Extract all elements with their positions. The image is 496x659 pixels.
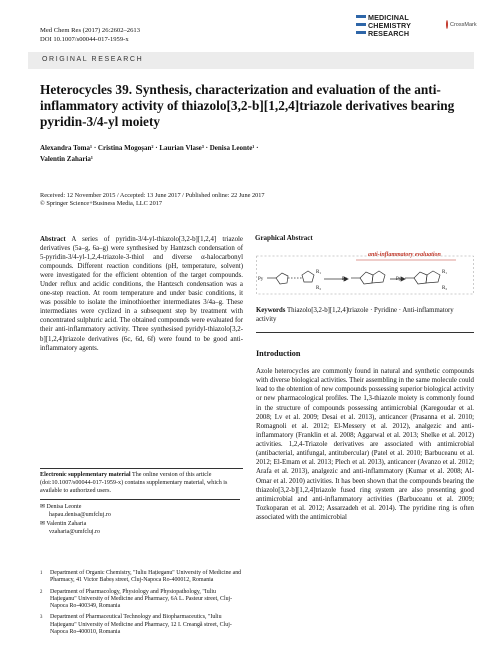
divider <box>256 332 474 333</box>
authors-line-2: Valentin Zaharia¹ <box>40 154 93 163</box>
doi-line[interactable]: DOI 10.1007/s00044-017-1959-x <box>40 35 129 43</box>
r2-label: R₂ <box>316 286 322 291</box>
introduction-heading: Introduction <box>256 349 301 358</box>
esm-text: The online version of this article (doi:10.1007/s00044-017-1959-x) contains supplementary material, which is available to authorized users. <box>40 472 228 494</box>
contact-name: Valentin Zaharia <box>46 521 87 528</box>
r1-label: R₁ <box>442 270 448 275</box>
abstract-text: A series of pyridin-3/4-yl-thiazolo[3,2-b][1,2,4] triazole derivatives (5a–g, 6a–g) were synthesised by Hantzsch condensation of 5-pyridin-3/4-yl-1,2,4-triazole-3-thiol and diverse α-halocarbonyl compounds. Different reaction conditions (pH, temperature, solvent) were investigated for the efficient obtention of the target compounds. Under reflux and acidic conditions, the Hantzsch condensation was a one-step reaction. At room temperature and under basic conditions, it was possible to isolate the iminothioether intermediates 3/4a–g. These intermediates were cyclized in a subsequent step by treatment with concentrated sulphuric acid. The obtained compounds were evaluated for their anti-inflammatory activity. Three synthesised pyridyl-thiazolo[3,2-b][1,2,4]triazole derivatives (6c, 6d, 6f) were found to be good anti-inflammatory agents. <box>40 236 243 352</box>
abstract-label: Abstract <box>40 236 66 243</box>
envelope-icon: ✉ <box>40 521 47 528</box>
py-label: Py <box>258 277 264 282</box>
supplementary-note <box>40 468 243 536</box>
logo-bar-3 <box>356 31 366 34</box>
authors-line-1: Alexandra Toma¹ · Cristina Mogoșan² · Laurian Vlase³ · Denisa Leonte¹ · <box>40 144 259 152</box>
abstract <box>40 235 243 353</box>
logo-text <box>368 14 411 39</box>
contact-block <box>40 504 243 536</box>
journal-logo <box>356 12 477 46</box>
affiliation-item <box>40 570 243 585</box>
affiliation-number: 3 <box>40 615 43 621</box>
affiliation-text: Department of Pharmaceutical Technology and Biopharmaceutics, "Iuliu Hațieganu" University of Medicine and Pharmacy, 12 I. Creangă street, Cluj-Napoca Ro-400010, Romania <box>50 614 232 636</box>
ga-caption: anti-inflammatory evaluation <box>368 252 441 258</box>
affiliations <box>40 570 243 640</box>
r2-label: R₂ <box>442 286 448 291</box>
publication-dates <box>40 192 340 208</box>
affiliation-number: 1 <box>40 571 43 576</box>
py-label: Py <box>396 277 402 282</box>
py-label: Py <box>342 277 348 282</box>
contact-item <box>40 504 243 519</box>
logo-bar-1 <box>356 15 366 18</box>
journal-citation <box>40 27 140 44</box>
keywords <box>256 307 474 333</box>
envelope-icon: ✉ <box>40 504 47 511</box>
crossmark-icon <box>446 20 448 29</box>
crossmark-badge[interactable] <box>446 20 477 29</box>
thiazole-ring-right <box>426 271 440 283</box>
section-label: ORIGINAL RESEARCH <box>42 55 144 63</box>
affiliation-item <box>40 614 243 636</box>
triazole-ring-mid <box>360 272 373 284</box>
copyright-line: © Springer Science+Business Media, LLC 2017 <box>40 200 163 208</box>
logo-line-1: MEDICINAL <box>368 13 409 22</box>
logo-bar-2 <box>356 23 366 26</box>
contact-name: Denisa Leonte <box>46 504 82 511</box>
keywords-label: Keywords <box>256 307 286 314</box>
affiliation-text: Department of Pharmacology, Physiology and Physiopathology, "Iuliu Hațieganu" University of Medicine and Pharmacy, 6A L. Pasteur street, Cluj-Napoca Ro-400349, Romania <box>50 588 233 610</box>
graphical-abstract-heading: Graphical Abstract <box>255 234 313 242</box>
divider <box>40 499 240 500</box>
contact-email[interactable]: vzaharia@umfcluj.ro <box>49 528 101 535</box>
logo-line-2: CHEMISTRY <box>368 21 411 31</box>
affiliation-number: 2 <box>40 589 43 595</box>
keywords-text: Thiazolo[3,2-b][1,2,4]triazole · Pyridine · Anti-inflammatory activity <box>256 307 454 323</box>
affiliation-text: Department of Organic Chemistry, "Iuliu Hațieganu" University of Medicine and Pharmacy, 41 Victor Babeș street, Cluj-Napoca Ro-400012, Romania <box>50 570 242 584</box>
graphical-abstract-scheme <box>256 248 474 298</box>
contact-email[interactable]: hapau.denisa@umfcluj.ro <box>49 511 111 518</box>
introduction-text: Azole heterocycles are commonly found in natural and synthetic compounds with diverse biological activities. Their assembling in the same molecule could lead to the obtention of new compounds possessing superior biological activity or new pharmacological profiles. The 1,3-thiazole moiety is commonly found in the structure of compounds possessing antimicrobial (Karegoudar et al. 2008; Lv et al. 2009; Desai et al. 2013), anticancer (Prasanna et al. 2010; Romagnoli et al. 2012; El-Messery et al. 2012), analgezic and anti-inflammatory (Franklin et al. 2008; Aggarwal et al. 2013; Shelke et al. 2012) activities. 1,2,4-Triazole derivatives are associated with antimicrobial (antibacterial, antifungal, antitubercular) (Patel et al. 2010; Barbuceanu et al. 2012; El-Emam et al. 2013; Plech et al. 2013), anticancer (Avanzo et al. 2012; Arafa et al. 2013), analgezic and anti-inflammatory (Kumar et al. 2008; Al-Omar et al. 2010) activities. It has been shown that the compounds bearing the thiazolo[3,2-b][1,2,4]triazole fused ring system are also presenting good antimicrobial and anti-inflammatory activities (Barbuceanu et al. 2009; Tozkoparan et al. 2012; Assarzadeh et al. 2014). The pyridine ring is often associated with the antimicrobial <box>256 368 474 521</box>
divider <box>40 468 243 469</box>
article-title: Heterocycles 39. Synthesis, characterization and evaluation of the anti-inflammatory activity of thiazolo[3,2-b][1,2,4]triazole derivatives bearing pyridin-3/4-yl moiety <box>40 82 455 129</box>
author-list <box>40 143 330 164</box>
logo-line-3: RESEARCH <box>368 29 410 39</box>
r1-label: R₁ <box>316 270 322 275</box>
ketone-fragment <box>302 271 314 282</box>
thiazoline-ring-mid <box>372 271 385 283</box>
triazole-ring-left <box>276 273 288 284</box>
affiliation-item <box>40 589 243 611</box>
esm-label: Electronic supplementary material <box>40 472 131 478</box>
triazole-ring-right <box>414 272 427 284</box>
dates-line: Received: 12 November 2015 / Accepted: 13 June 2017 / Published online: 22 June 2017 <box>40 192 265 199</box>
section-band <box>28 52 474 69</box>
journal-line: Med Chem Res (2017) 26:2602–2613 <box>40 27 140 34</box>
contact-item <box>40 521 243 536</box>
crossmark-label: CrossMark <box>450 21 477 28</box>
